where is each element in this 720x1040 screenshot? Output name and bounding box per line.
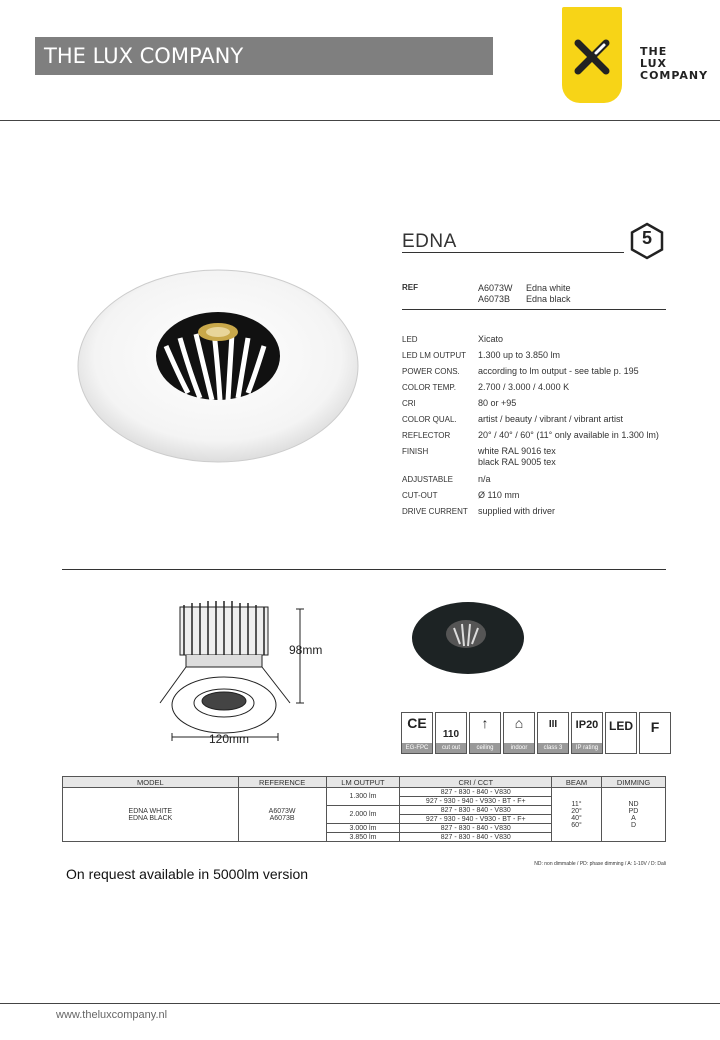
model-name: EDNA WHITE — [128, 807, 173, 815]
black-version-photo — [410, 600, 530, 675]
spec-label: CRI — [402, 399, 416, 408]
table-header: CRI / CCT — [400, 777, 552, 788]
lm-cell: 1.300 lm — [326, 788, 400, 806]
table-header: BEAM — [552, 777, 602, 788]
cri-cell: 827 - 830 - 840 - V830 — [400, 824, 552, 833]
icon-symbol: III — [548, 719, 558, 730]
dimming-value: ND — [628, 800, 639, 808]
dimming-cell — [602, 788, 666, 842]
spec-value: n/a — [478, 474, 491, 484]
table-header-row — [63, 777, 666, 788]
product-photo — [68, 228, 368, 538]
website-link[interactable]: www.theluxcompany.nl — [56, 1009, 168, 1021]
icon-caption: indoor — [504, 743, 534, 753]
spec-value: 20° / 40° / 60° (11° only available in 1.300 lm) — [478, 430, 659, 440]
ref-name: Edna black — [526, 294, 571, 304]
footer-divider — [0, 1003, 720, 1004]
reference-code: A6073B — [269, 814, 295, 822]
beam-value: 11° — [571, 800, 582, 808]
width-dimension: 120mm — [209, 732, 250, 746]
spec-value: according to lm output - see table p. 195 — [478, 366, 639, 376]
icon-symbol: LED — [609, 719, 633, 733]
f-mark-icon — [639, 712, 671, 754]
spec-label: LED LM OUTPUT — [402, 351, 467, 360]
dimension-drawing — [150, 595, 340, 755]
led-icon — [605, 712, 637, 754]
lm-cell: 2.000 lm — [326, 806, 400, 824]
icon-symbol: 110 — [442, 729, 460, 740]
spec-value: artist / beauty / vibrant / vibrant artist — [478, 414, 624, 424]
beam-value: 40° — [571, 814, 582, 822]
logo-line: COMPANY — [640, 69, 709, 82]
header-divider — [0, 120, 720, 121]
header-title-bar — [35, 37, 493, 75]
spec-label: LED — [402, 335, 418, 344]
category-badge-number: 5 — [641, 228, 652, 248]
spec-label: CUT-OUT — [402, 491, 438, 500]
icon-symbol: IP20 — [575, 719, 599, 731]
logo-line: THE — [640, 45, 668, 58]
spec-label: REFLECTOR — [402, 431, 451, 440]
icon-caption: cut out — [436, 743, 466, 753]
cri-cell: 827 - 830 - 840 - V830 — [400, 833, 552, 842]
lm-cell: 3.850 lm — [326, 833, 400, 842]
cri-cell: 927 - 930 - 940 - V930 - BT - F+ — [400, 797, 552, 806]
beam-value: 60° — [571, 821, 582, 829]
beam-cell — [552, 788, 602, 842]
icon-caption: ceiling — [470, 743, 500, 753]
logo-wordmark — [640, 46, 708, 82]
ref-code: A6073B — [478, 294, 511, 304]
spec-label: ADJUSTABLE — [402, 475, 453, 484]
lm-cell: 3.000 lm — [326, 824, 400, 833]
table-header: REFERENCE — [238, 777, 326, 788]
spec-label: POWER CONS. — [402, 367, 460, 376]
spec-label: COLOR TEMP. — [402, 383, 456, 392]
spec-value: 80 or +95 — [478, 398, 517, 408]
reference-code: A6073W — [268, 807, 296, 815]
logo-x-icon — [574, 39, 610, 75]
cri-cell: 827 - 830 - 840 - V830 — [400, 788, 552, 797]
section-divider — [62, 569, 666, 570]
title-divider — [402, 252, 624, 253]
dimming-legend: ND: non dimmable / PD: phase dimming / A: 1-10V / D: Dali — [534, 861, 666, 867]
brand-logo — [562, 7, 622, 103]
ref-code: A6073W — [478, 283, 513, 293]
table-header: LM OUTPUT — [326, 777, 400, 788]
ref-label: REF — [402, 283, 418, 292]
dimming-value: PD — [628, 807, 639, 815]
cutout-icon — [435, 712, 467, 754]
class3-icon — [537, 712, 569, 754]
table-row — [63, 788, 666, 797]
spec-value: Ø 110 mm — [478, 490, 520, 500]
icon-symbol: F — [650, 719, 660, 735]
dimming-value: D — [630, 821, 637, 829]
cri-cell: 827 - 830 - 840 - V830 — [400, 806, 552, 815]
ref-divider — [402, 309, 666, 310]
icon-caption: IP rating — [572, 743, 602, 753]
table-header: MODEL — [63, 777, 239, 788]
availability-note: On request available in 5000lm version — [66, 866, 309, 882]
model-table — [62, 776, 666, 842]
logo-line: LUX — [640, 57, 668, 70]
spec-label: DRIVE CURRENT — [402, 507, 468, 516]
spec-value: Xicato — [478, 334, 504, 344]
spec-value: black RAL 9005 tex — [478, 457, 556, 467]
product-title: EDNA — [402, 231, 457, 252]
header-title: THE LUX COMPANY — [44, 44, 244, 68]
ce-icon — [401, 712, 433, 754]
height-dimension: 98mm — [289, 643, 323, 657]
spec-value: white RAL 9016 tex — [478, 446, 556, 456]
reference-cell — [238, 788, 326, 842]
spec-label: COLOR QUAL. — [402, 415, 457, 424]
dimming-value: A — [631, 814, 636, 822]
model-cell — [63, 788, 239, 842]
cri-cell: 927 - 930 - 940 - V930 - BT - F+ — [400, 815, 552, 824]
icon-caption: class 3 — [538, 743, 568, 753]
table-header: DIMMING — [602, 777, 666, 788]
indoor-icon — [503, 712, 535, 754]
spec-value: 2.700 / 3.000 / 4.000 K — [478, 382, 570, 392]
icon-symbol: CE — [407, 715, 427, 731]
icon-caption: EG-FPC — [402, 743, 432, 753]
ip20-icon — [571, 712, 603, 754]
ceiling-icon — [469, 712, 501, 754]
model-name: EDNA BLACK — [128, 814, 173, 822]
spec-value: supplied with driver — [478, 506, 556, 516]
spec-label: FINISH — [402, 447, 429, 456]
ref-name: Edna white — [526, 283, 571, 293]
spec-value: 1.300 up to 3.850 lm — [478, 350, 561, 360]
icon-symbol: ⌂ — [514, 715, 524, 731]
beam-value: 20° — [571, 807, 582, 815]
icon-symbol: ↑ — [481, 715, 489, 731]
